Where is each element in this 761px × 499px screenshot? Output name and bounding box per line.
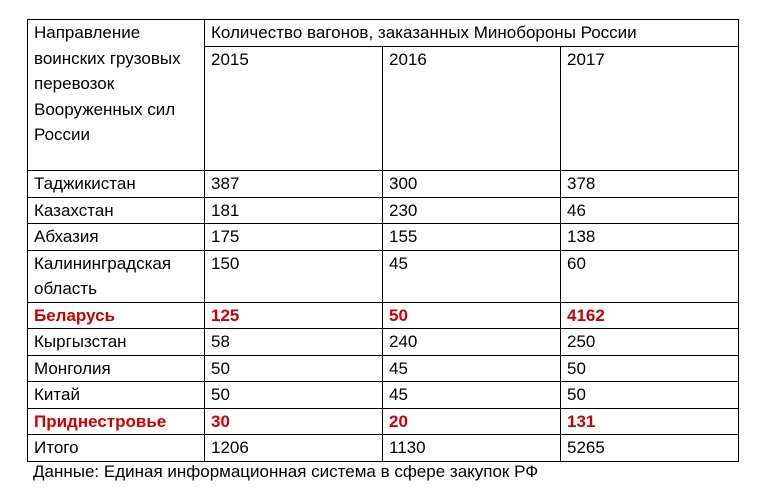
cell-2017: 4162 (561, 302, 739, 329)
table-row-highlighted (28, 408, 739, 435)
table-row (28, 224, 739, 251)
row-label: Абхазия (28, 224, 205, 251)
row-label: Казахстан (28, 197, 205, 224)
table-row (28, 382, 739, 409)
cell-2015: 387 (205, 171, 383, 198)
cell-2015: 50 (205, 355, 383, 382)
year-header-2015: 2015 (205, 46, 383, 170)
table-row (28, 329, 739, 356)
cell-2017: 138 (561, 224, 739, 251)
table-row (28, 197, 739, 224)
source-note: Данные: Единая информационная система в сфере закупок РФ (33, 462, 539, 481)
cell-2016: 45 (383, 355, 561, 382)
cell-2015: 1206 (205, 435, 383, 462)
cell-2017: 60 (561, 250, 739, 302)
cell-2017: 5265 (561, 435, 739, 462)
cell-2015: 175 (205, 224, 383, 251)
table-row-highlighted (28, 302, 739, 329)
row-label: Приднестровье (28, 408, 205, 435)
row-label: Беларусь (28, 302, 205, 329)
cell-2017: 250 (561, 329, 739, 356)
direction-column-header: Направление воинских грузовых перевозок Вооруженных сил России (28, 20, 205, 171)
cell-2016: 230 (383, 197, 561, 224)
cell-2016: 300 (383, 171, 561, 198)
cell-2016: 240 (383, 329, 561, 356)
row-label: Кыргызстан (28, 329, 205, 356)
cell-2017: 50 (561, 355, 739, 382)
cell-2015: 181 (205, 197, 383, 224)
cell-2015: 30 (205, 408, 383, 435)
cell-2015: 50 (205, 382, 383, 409)
cell-2017: 46 (561, 197, 739, 224)
row-label: Таджикистан (28, 171, 205, 198)
row-label: Китай (28, 382, 205, 409)
year-header-2016: 2016 (383, 46, 561, 170)
cell-2016: 1130 (383, 435, 561, 462)
table-row (28, 355, 739, 382)
table-row (28, 171, 739, 198)
row-label: Калининградская область (28, 250, 205, 302)
year-header-2017: 2017 (561, 46, 739, 170)
cell-2015: 125 (205, 302, 383, 329)
row-label: Итого (28, 435, 205, 462)
row-label: Монголия (28, 355, 205, 382)
cell-2017: 131 (561, 408, 739, 435)
cell-2015: 58 (205, 329, 383, 356)
wagons-group-header: Количество вагонов, заказанных Минобороны России (205, 20, 739, 47)
cell-2016: 45 (383, 382, 561, 409)
cell-2015: 150 (205, 250, 383, 302)
cell-2017: 50 (561, 382, 739, 409)
orders-table (27, 19, 739, 462)
cell-2017: 378 (561, 171, 739, 198)
cell-2016: 50 (383, 302, 561, 329)
total-row (28, 435, 739, 462)
table-row (28, 250, 739, 302)
cell-2016: 20 (383, 408, 561, 435)
cell-2016: 45 (383, 250, 561, 302)
cell-2016: 155 (383, 224, 561, 251)
